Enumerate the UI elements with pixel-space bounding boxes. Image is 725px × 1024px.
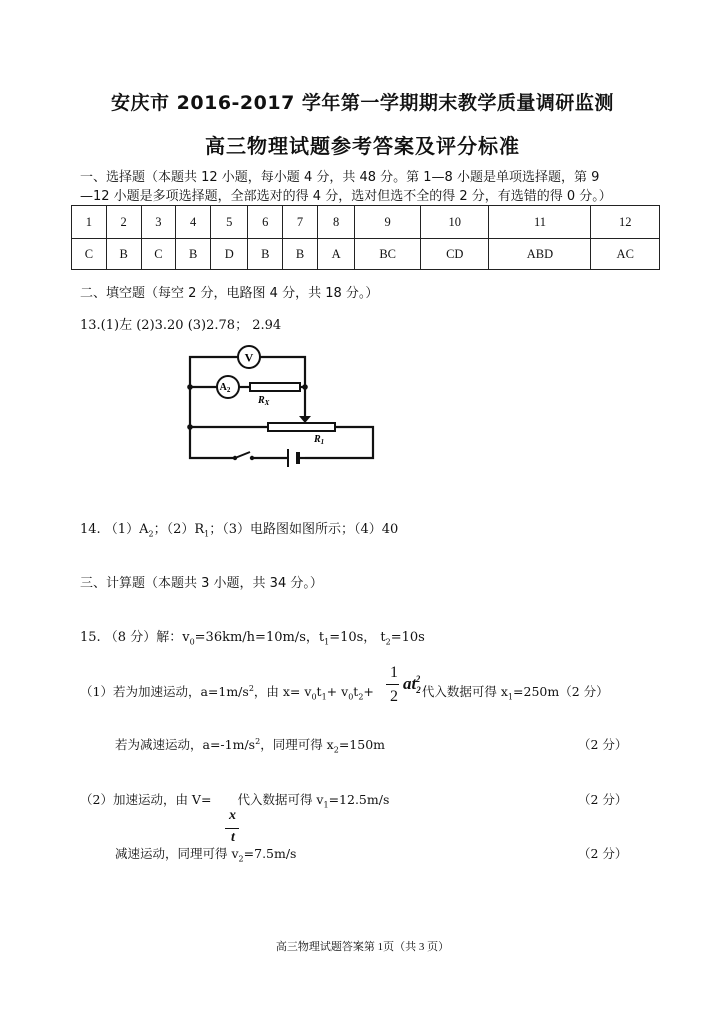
answer-cell: CD: [421, 239, 489, 270]
junction-dot: [187, 424, 193, 430]
resistor-rx-label: $R_X$: [258, 395, 270, 407]
question-number-cell: 6: [248, 206, 283, 239]
answer-cell: B: [176, 239, 211, 270]
question-number-cell: 4: [176, 206, 211, 239]
resistor-rx: [250, 383, 300, 391]
answer-cell: B: [248, 239, 283, 270]
answer-cell: ABD: [489, 239, 591, 270]
q15-part1-decelerating: 若为减速运动，$a=-1m/s^2$，同理可得 $x_2=150m$: [115, 736, 385, 755]
answer-table-number-row: [72, 206, 660, 239]
q15-part2-decelerating: 减速运动，同理可得 $v_2=7.5m/s$: [115, 846, 297, 864]
fraction-xt-numerator: x: [229, 808, 236, 823]
section2-heading: 二、填空题（每空 2 分，电路图 4 分，共 18 分。）: [80, 286, 379, 301]
junction-dot: [187, 384, 193, 390]
section1-heading-line2: —12 小题是多项选择题，全部选对的得 4 分，选对但选不全的得 2 分，有选错的得 0 分。）: [80, 189, 612, 204]
q13-answer: 13.(1)左 (2)3.20 (3)2.78； 2.94: [80, 318, 282, 333]
question-number-cell: 12: [591, 206, 660, 239]
question-number-cell: 8: [317, 206, 354, 239]
document-title: 安庆市 2016-2017 学年第一学期期末教学质量调研监测: [111, 92, 614, 114]
section3-heading: 三、计算题（本题共 3 小题，共 34 分。）: [80, 576, 323, 591]
answer-cell: A: [317, 239, 354, 270]
question-number-cell: 11: [489, 206, 591, 239]
switch-contact-right: [250, 456, 254, 460]
fraction-xt-bar: [225, 828, 239, 829]
section1-heading-line1: 一、选择题（本题共 12 小题，每小题 4 分，共 48 分。第 1—8 小题是单项选择题，第 9: [80, 170, 600, 185]
junction-dot: [302, 384, 308, 390]
answer-cell: C: [72, 239, 107, 270]
answer-cell: B: [106, 239, 141, 270]
answer-cell: C: [141, 239, 176, 270]
answer-table-answer-row: [72, 239, 660, 270]
rheostat-r1: [268, 423, 335, 431]
question-number-cell: 5: [211, 206, 248, 239]
circuit-diagram: [180, 340, 385, 470]
ammeter-label: $A_2$: [219, 382, 231, 394]
formula-at-squared: $at_2^2$: [403, 674, 421, 695]
answer-cell: AC: [591, 239, 660, 270]
question-number-cell: 1: [72, 206, 107, 239]
question-number-cell: 7: [283, 206, 318, 239]
q15-part1-decelerating-score: （2 分）: [578, 737, 628, 752]
switch-icon: [235, 452, 250, 458]
q15-part2-accelerating: （2）加速运动，由 V= 代入数据可得 $v_1=12.5m/s$: [80, 792, 390, 810]
rheostat-r1-label: $R_1$: [314, 434, 325, 446]
question-number-cell: 9: [355, 206, 421, 239]
fraction-half-numerator: 1: [390, 664, 398, 681]
document-subtitle: 高三物理试题参考答案及评分标准: [205, 134, 520, 158]
voltmeter-label: V: [244, 350, 254, 365]
q15-intro: 15. （8 分）解：$v_0=36km/h=10m/s$，$t_1=10s$， $t_2=10s$: [80, 630, 425, 647]
slider-arrow-icon: [299, 416, 311, 423]
q15-part2-decelerating-score: （2 分）: [578, 846, 628, 861]
q15-part1-accelerating: （1）若为加速运动，$a=1m/s^2$，由 $x= v_0t_1+ v_0t_2+$ 代入数据可得 $x_1=250m(2$ 分）: [80, 683, 609, 702]
question-number-cell: 3: [141, 206, 176, 239]
answer-cell: D: [211, 239, 248, 270]
q15-part2-accelerating-score: （2 分）: [578, 792, 628, 807]
answer-cell: B: [283, 239, 318, 270]
page-footer: 高三物理试题答案第 1页（共 3 页）: [275, 941, 450, 953]
question-number-cell: 2: [106, 206, 141, 239]
answer-table: [71, 205, 660, 270]
q14-answer: 14. $(1)A_2$；$(2)R_1$；（3）电路图如图所示；（4）40: [80, 522, 399, 539]
fraction-xt-denominator: t: [231, 830, 235, 845]
answer-cell: BC: [355, 239, 421, 270]
question-number-cell: 10: [421, 206, 489, 239]
fraction-half-denominator: 2: [390, 688, 398, 705]
fraction-half-bar: [386, 684, 399, 685]
